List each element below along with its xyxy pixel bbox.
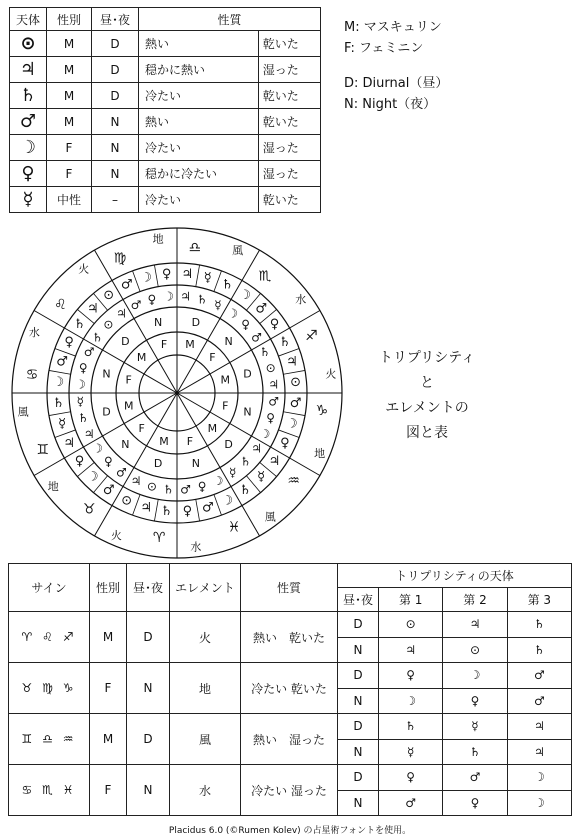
dn-cell: N bbox=[338, 637, 379, 663]
planet-symbol: ⊙ bbox=[290, 375, 302, 391]
planet-symbol: ☽ bbox=[92, 441, 103, 456]
planet-symbol: ☽ bbox=[507, 790, 571, 816]
sign-glyph: ♌ bbox=[54, 297, 67, 314]
sex-cell: F bbox=[90, 765, 127, 816]
planet-symbol: ☽ bbox=[10, 135, 47, 161]
sex-cell: F bbox=[47, 161, 92, 187]
planet-symbol: ⊙ bbox=[121, 493, 133, 509]
element-label: 地 bbox=[314, 447, 326, 461]
element-label: 風 bbox=[264, 510, 276, 524]
planet-symbol: ♄ bbox=[160, 504, 173, 520]
sex-label: F bbox=[138, 421, 145, 435]
planet-symbol: ⊙ bbox=[103, 288, 115, 304]
dn-cell: N bbox=[338, 739, 379, 765]
planet-symbol: ♀ bbox=[64, 335, 74, 351]
daynight-cell: D bbox=[92, 31, 139, 57]
planet-symbol: ♃ bbox=[268, 453, 281, 469]
daynight-cell: D bbox=[92, 83, 139, 109]
daynight-cell: N bbox=[92, 161, 139, 187]
quality-2-cell: 乾いた bbox=[258, 109, 320, 135]
daynight-label: N bbox=[121, 438, 130, 452]
quality-cell: 熱い 乾いた bbox=[241, 612, 338, 663]
daynight-label: D bbox=[224, 438, 233, 452]
planet-symbol: ♄ bbox=[240, 454, 251, 469]
sub-divider bbox=[49, 412, 71, 416]
daynight-label: N bbox=[102, 367, 111, 381]
planet-symbol: ♂ bbox=[268, 394, 280, 409]
planet-symbol: ♄ bbox=[77, 411, 89, 426]
planet-symbol: ♂ bbox=[255, 301, 267, 317]
planet-symbol: ♀ bbox=[10, 161, 47, 187]
sex-cell: M bbox=[47, 109, 92, 135]
table-row bbox=[10, 187, 321, 213]
planet-symbol: ♃ bbox=[268, 377, 280, 392]
element-cell: 火 bbox=[170, 612, 241, 663]
planet-symbol: ⊙ bbox=[443, 637, 507, 663]
quality-2-cell: 乾いた bbox=[258, 31, 320, 57]
sub-divider bbox=[214, 494, 222, 515]
quality-2-cell: 湿った bbox=[258, 57, 320, 83]
planet-symbol: ☽ bbox=[379, 688, 443, 714]
quality-1-cell: 熱い bbox=[139, 31, 259, 57]
planet-symbol: ♀ bbox=[74, 453, 85, 469]
sub-divider bbox=[196, 499, 200, 521]
sex-label: M bbox=[220, 373, 231, 387]
header-planet: 天体 bbox=[10, 8, 47, 31]
planet-symbol: ♀ bbox=[280, 435, 290, 451]
quality-2-cell: 乾いた bbox=[258, 83, 320, 109]
sign-glyph: ♋ bbox=[25, 367, 39, 384]
daynight-cell: D bbox=[127, 714, 170, 765]
planet-symbol: ☽ bbox=[286, 416, 298, 432]
planet-symbol: ♀ bbox=[379, 765, 443, 791]
planet-symbol: ♀ bbox=[443, 790, 507, 816]
planet-symbol: ♂ bbox=[120, 277, 133, 293]
planet-symbol: ☿ bbox=[379, 739, 443, 765]
planet-symbol: ♂ bbox=[180, 482, 191, 497]
sub-divider bbox=[154, 265, 158, 287]
dn-cell: D bbox=[338, 663, 379, 689]
legend-m: M: マスキュリン bbox=[344, 20, 442, 35]
daynight-cell: D bbox=[127, 612, 170, 663]
planet-symbol: ♄ bbox=[221, 277, 234, 293]
sign-glyph: ♒ bbox=[287, 472, 300, 489]
table-row bbox=[9, 765, 572, 791]
header-third: 第 3 bbox=[507, 588, 571, 612]
daynight-label: N bbox=[243, 405, 252, 419]
element-label: 水 bbox=[190, 540, 202, 554]
planet-symbol: ♂ bbox=[443, 765, 507, 791]
planet-symbol: ♃ bbox=[180, 289, 191, 304]
planet-symbol: ♃ bbox=[286, 354, 298, 370]
header-quality: 性質 bbox=[241, 564, 338, 612]
planet-symbol: ☽ bbox=[163, 289, 174, 304]
planet-symbol: ♀ bbox=[443, 688, 507, 714]
daynight-cell: – bbox=[92, 187, 139, 213]
planet-symbol: ♄ bbox=[507, 612, 571, 638]
planet-symbol: ♄ bbox=[259, 345, 271, 360]
planet-symbol: ♄ bbox=[379, 714, 443, 740]
planet-symbol: ♀ bbox=[379, 663, 443, 689]
planet-symbol: ☿ bbox=[58, 416, 67, 432]
table-row bbox=[10, 109, 321, 135]
planet-symbol: ♄ bbox=[52, 395, 65, 411]
planet-symbol: ⊙ bbox=[379, 612, 443, 638]
sex-label: F bbox=[125, 373, 132, 387]
dn-cell: N bbox=[338, 688, 379, 714]
table-row bbox=[10, 83, 321, 109]
sex-label: F bbox=[209, 351, 216, 365]
legend-f: F: フェミニン bbox=[344, 41, 424, 56]
planet-symbol: ☿ bbox=[10, 187, 47, 213]
signs-cell: ♊ ♎ ♒ bbox=[9, 714, 90, 765]
daynight-cell: N bbox=[127, 765, 170, 816]
planet-symbol: ☽ bbox=[239, 288, 252, 304]
planet-symbol: ♀ bbox=[182, 504, 193, 520]
sex-label: F bbox=[160, 338, 168, 352]
daynight-label: D bbox=[102, 405, 111, 419]
element-label: 火 bbox=[325, 367, 337, 381]
header-triplicity: トリプリシティの天体 bbox=[338, 564, 572, 588]
planet-symbol: ♄ bbox=[73, 317, 86, 333]
quality-1-cell: 穏かに熱い bbox=[139, 57, 259, 83]
planet-symbol: ☽ bbox=[221, 493, 234, 509]
wheel-caption bbox=[372, 346, 482, 446]
planet-symbol: ♃ bbox=[83, 426, 95, 441]
planet-symbol: ♃ bbox=[87, 301, 99, 317]
quality-1-cell: 冷たい bbox=[139, 187, 259, 213]
planet-symbol: ♂ bbox=[83, 345, 95, 360]
planet-symbol: ♂ bbox=[507, 688, 571, 714]
header-quality: 性質 bbox=[139, 8, 321, 31]
element-label: 地 bbox=[47, 479, 59, 493]
element-cell: 風 bbox=[170, 714, 241, 765]
planet-symbol: ☽ bbox=[140, 270, 153, 286]
sign-glyph: ♑ bbox=[315, 402, 329, 419]
planet-symbol: ♂ bbox=[379, 790, 443, 816]
sex-cell: M bbox=[47, 31, 92, 57]
element-label: 火 bbox=[110, 529, 122, 543]
planet-symbol: ⊙ bbox=[265, 360, 276, 375]
header-sign: サイン bbox=[9, 564, 90, 612]
sign-glyph: ♉ bbox=[82, 501, 96, 518]
header-first: 第 1 bbox=[379, 588, 443, 612]
dn-cell: D bbox=[338, 765, 379, 791]
planet-symbol: ♃ bbox=[130, 473, 142, 488]
planet-symbol: ♃ bbox=[10, 57, 47, 83]
sub-divider bbox=[214, 271, 222, 292]
daynight-label: D bbox=[121, 334, 130, 348]
sex-label: F bbox=[186, 434, 194, 448]
caption-line: エレメントの bbox=[385, 400, 469, 416]
planet-symbol: ♄ bbox=[196, 292, 208, 307]
element-label: 水 bbox=[295, 293, 307, 307]
quality-1-cell: 熱い bbox=[139, 109, 259, 135]
sign-glyph: ♎ bbox=[188, 240, 202, 257]
header-second: 第 2 bbox=[443, 588, 507, 612]
sex-label: M bbox=[159, 434, 169, 448]
quality-1-cell: 冷たい bbox=[139, 83, 259, 109]
planet-symbol: ☽ bbox=[259, 426, 271, 441]
daynight-label: N bbox=[224, 334, 233, 348]
planet-symbol: ♂ bbox=[56, 354, 68, 370]
sex-label: M bbox=[207, 421, 218, 435]
header-sex: 性別 bbox=[47, 8, 92, 31]
triplicity-wheel bbox=[0, 220, 580, 560]
planet-symbol: ♃ bbox=[507, 739, 571, 765]
header-sex: 性別 bbox=[90, 564, 127, 612]
signs-cell: ♈ ♌ ♐ bbox=[9, 612, 90, 663]
planet-symbol: ♀ bbox=[241, 317, 250, 332]
table-row bbox=[10, 31, 321, 57]
planet-symbol: ♃ bbox=[443, 612, 507, 638]
table-header-row bbox=[9, 564, 572, 588]
daynight-label: D bbox=[243, 367, 252, 381]
planet-symbol: ☽ bbox=[507, 765, 571, 791]
legend-n: N: Night（夜） bbox=[344, 97, 437, 112]
sex-label: M bbox=[136, 351, 147, 365]
element-cell: 地 bbox=[170, 663, 241, 714]
element-label: 地 bbox=[152, 232, 164, 246]
planet-symbol: ♀ bbox=[161, 266, 172, 282]
planet-symbol: ☽ bbox=[74, 377, 86, 392]
sex-label: M bbox=[185, 338, 195, 352]
planet-symbol: ☿ bbox=[443, 714, 507, 740]
planet-symbol: ♄ bbox=[443, 739, 507, 765]
element-cell: 水 bbox=[170, 765, 241, 816]
quality-cell: 冷たい 乾いた bbox=[241, 663, 338, 714]
header-element: エレメント bbox=[170, 564, 241, 612]
planet-symbol: ♀ bbox=[104, 454, 113, 469]
planet-symbol: ♃ bbox=[379, 637, 443, 663]
element-label: 水 bbox=[28, 325, 40, 339]
planet-symbol: ♀ bbox=[147, 292, 157, 307]
sub-divider bbox=[49, 370, 71, 374]
daynight-label: D bbox=[153, 457, 163, 471]
planet-symbol: ♀ bbox=[197, 479, 207, 494]
sub-divider bbox=[196, 265, 200, 287]
planet-symbol: ☽ bbox=[443, 663, 507, 689]
planet-symbol: ♄ bbox=[163, 482, 174, 497]
planet-symbol: ♂ bbox=[130, 298, 142, 313]
element-label: 風 bbox=[17, 405, 29, 419]
planet-symbol: ☿ bbox=[228, 465, 237, 480]
header-dn: 昼･夜 bbox=[338, 588, 379, 612]
quality-2-cell: 乾いた bbox=[258, 187, 320, 213]
planet-symbol: ☿ bbox=[76, 394, 85, 409]
planet-symbol: ♃ bbox=[507, 714, 571, 740]
table-row bbox=[9, 612, 572, 638]
dn-cell: D bbox=[338, 714, 379, 740]
sex-cell: M bbox=[47, 57, 92, 83]
sign-glyph: ♏ bbox=[258, 268, 272, 285]
planet-symbol: ♀ bbox=[266, 411, 276, 426]
planet-symbol: ♀ bbox=[269, 317, 280, 333]
header-daynight: 昼･夜 bbox=[127, 564, 170, 612]
planet-symbol: ⊙ bbox=[10, 31, 47, 57]
planet-symbol: ♃ bbox=[140, 500, 153, 516]
planet-symbol: ♂ bbox=[115, 465, 127, 480]
daynight-cell: N bbox=[127, 663, 170, 714]
planet-symbol: ☿ bbox=[203, 270, 212, 286]
planet-symbol: ♄ bbox=[239, 482, 252, 498]
signs-cell: ♉ ♍ ♑ bbox=[9, 663, 90, 714]
sex-label: F bbox=[222, 399, 229, 413]
sub-divider bbox=[283, 370, 305, 374]
planet-symbol: ♂ bbox=[102, 482, 115, 498]
quality-2-cell: 湿った bbox=[258, 135, 320, 161]
sign-glyph: ♍ bbox=[113, 250, 127, 267]
planet-symbol: ☽ bbox=[87, 469, 99, 485]
footer-note: Placidus 6.0 (©Rumen Kolev) の占星術フォントを使用。 bbox=[168, 826, 412, 836]
daynight-cell: N bbox=[92, 135, 139, 161]
daynight-cell: N bbox=[92, 109, 139, 135]
sub-divider bbox=[133, 494, 141, 515]
daynight-label: N bbox=[191, 457, 201, 471]
caption-line: 図と表 bbox=[406, 425, 448, 441]
table-row bbox=[10, 135, 321, 161]
planet-symbol: ☿ bbox=[257, 469, 266, 485]
table-header-row bbox=[10, 8, 321, 31]
planet-symbol: ♂ bbox=[10, 109, 47, 135]
quality-2-cell: 湿った bbox=[258, 161, 320, 187]
planet-symbol: ☿ bbox=[214, 298, 222, 313]
daynight-label: N bbox=[153, 315, 163, 329]
planet-symbol: ⊙ bbox=[146, 479, 157, 494]
planet-symbol: ♄ bbox=[92, 330, 103, 345]
quality-cell: 冷たい 湿った bbox=[241, 765, 338, 816]
element-label: 風 bbox=[232, 243, 244, 257]
quality-1-cell: 穏かに冷たい bbox=[139, 161, 259, 187]
planet-symbol: ♃ bbox=[251, 441, 262, 456]
planet-symbol: ☽ bbox=[212, 473, 224, 488]
planet-symbol: ☽ bbox=[227, 306, 239, 321]
legend bbox=[344, 17, 448, 115]
planet-symbol: ♄ bbox=[507, 637, 571, 663]
planet-symbol: ♀ bbox=[78, 360, 88, 375]
sign-glyph: ♐ bbox=[305, 327, 318, 344]
planet-symbol: ☽ bbox=[52, 375, 65, 391]
sign-glyph: ♈ bbox=[152, 529, 166, 546]
sex-cell: F bbox=[90, 663, 127, 714]
header-daynight: 昼･夜 bbox=[92, 8, 139, 31]
table-row bbox=[10, 161, 321, 187]
sex-cell: F bbox=[47, 135, 92, 161]
sex-cell: M bbox=[90, 612, 127, 663]
sign-triplicity-table bbox=[8, 563, 572, 816]
sex-cell: 中性 bbox=[47, 187, 92, 213]
daynight-label: D bbox=[191, 315, 201, 329]
sign-glyph: ♓ bbox=[227, 519, 241, 536]
planet-symbol: ♃ bbox=[181, 266, 194, 282]
element-label: 火 bbox=[78, 262, 90, 276]
planet-symbol: ♃ bbox=[115, 306, 127, 321]
planet-symbol: ♂ bbox=[201, 500, 214, 516]
dn-cell: N bbox=[338, 790, 379, 816]
sign-glyph: ♊ bbox=[36, 442, 49, 459]
dn-cell: D bbox=[338, 612, 379, 638]
legend-d: D: Diurnal（昼） bbox=[344, 76, 449, 91]
planet-symbol: ⊙ bbox=[103, 317, 114, 332]
sex-cell: M bbox=[90, 714, 127, 765]
table-row bbox=[9, 714, 572, 740]
sex-cell: M bbox=[47, 83, 92, 109]
planet-symbol: ♂ bbox=[251, 330, 262, 345]
planet-symbol: ♂ bbox=[507, 663, 571, 689]
quality-cell: 熱い 湿った bbox=[241, 714, 338, 765]
signs-cell: ♋ ♏ ♓ bbox=[9, 765, 90, 816]
table-row bbox=[10, 57, 321, 83]
planet-quality-table bbox=[9, 7, 321, 213]
planet-symbol: ♂ bbox=[289, 395, 302, 411]
table-row bbox=[9, 663, 572, 689]
planet-symbol: ♃ bbox=[63, 435, 75, 451]
planet-symbol: ♄ bbox=[10, 83, 47, 109]
sub-divider bbox=[154, 499, 158, 521]
sub-divider bbox=[283, 412, 305, 416]
sub-divider bbox=[133, 271, 141, 292]
quality-1-cell: 冷たい bbox=[139, 135, 259, 161]
sex-label: M bbox=[123, 399, 134, 413]
planet-symbol: ♄ bbox=[279, 335, 291, 351]
daynight-cell: D bbox=[92, 57, 139, 83]
caption-line: トリプリシティと bbox=[378, 350, 476, 391]
